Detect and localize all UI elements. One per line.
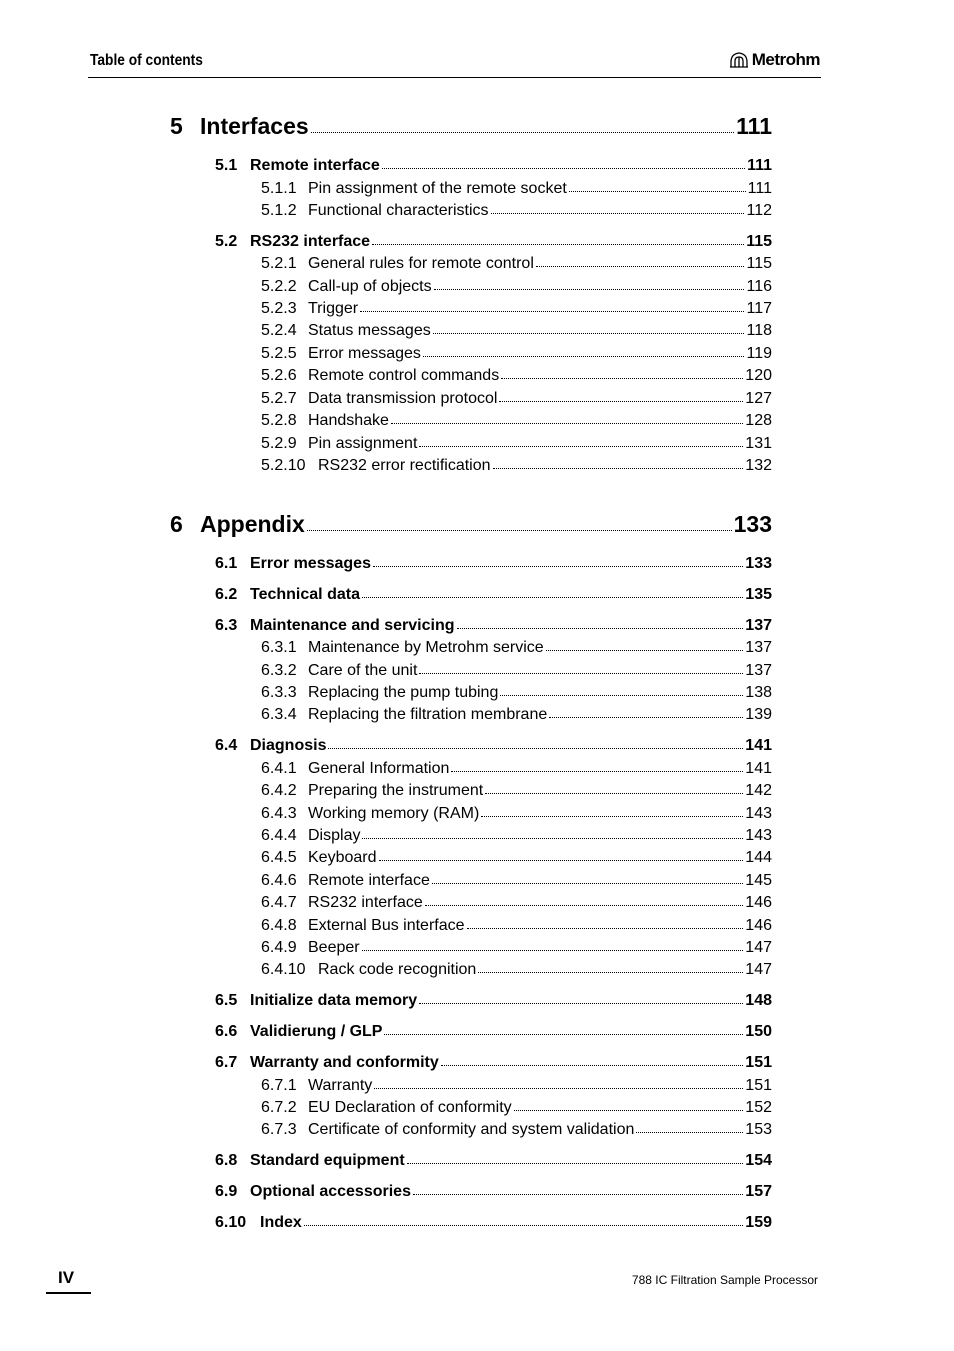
toc-leader-dots: [407, 1163, 744, 1164]
toc-entry-6-4[interactable]: [215, 737, 772, 755]
toc-entry-page: 112: [746, 202, 772, 219]
toc-entry-5-2-6[interactable]: [261, 367, 772, 385]
toc-entry-6-6[interactable]: [215, 1023, 772, 1041]
toc-entry-label: Diagnosis: [250, 737, 327, 754]
toc-entry-5-2-3[interactable]: [261, 300, 772, 318]
toc-entry-number: 6: [170, 511, 183, 537]
toc-entry-label: Remote interface: [308, 872, 430, 889]
toc-entry-6[interactable]: [170, 511, 772, 538]
toc-entry-label: Keyboard: [308, 849, 377, 866]
header-divider: [88, 77, 821, 78]
toc-entry-number: 5.1: [215, 157, 238, 174]
toc-entry-page: 139: [745, 706, 772, 723]
toc-entry-6-10[interactable]: [215, 1214, 772, 1232]
toc-entry-label: Preparing the instrument: [308, 782, 484, 799]
toc-entry-6-3-4[interactable]: [261, 706, 772, 724]
toc-entry-page: 141: [745, 737, 772, 754]
toc-entry-label: Standard equipment: [250, 1152, 405, 1169]
toc-entry-number: 6.3: [215, 617, 238, 634]
toc-entry-page: 111: [747, 180, 772, 197]
toc-entry-page: 151: [745, 1054, 772, 1071]
toc-entry-label: RS232 error rectification: [318, 457, 491, 474]
toc-entry-6-4-1[interactable]: [261, 760, 772, 778]
toc-leader-dots: [413, 1194, 743, 1195]
toc-leader-dots: [311, 132, 734, 133]
toc-entry-page: 128: [745, 412, 772, 429]
toc-leader-dots: [485, 793, 743, 794]
footer-divider: [46, 1292, 91, 1294]
toc-entry-page: 135: [745, 586, 772, 603]
toc-leader-dots: [362, 597, 743, 598]
toc-leader-dots: [478, 972, 743, 973]
toc-entry-page: 115: [746, 255, 772, 272]
toc-entry-label: Initialize data memory: [250, 992, 418, 1009]
toc-entry-page: 145: [745, 872, 772, 889]
toc-entry-number: 6.4.6: [261, 872, 297, 889]
toc-entry-6-4-6[interactable]: [261, 872, 772, 890]
toc-entry-number: 6.9: [215, 1183, 238, 1200]
toc-entry-6-1[interactable]: [215, 555, 772, 573]
toc-entry-number: 5.2.1: [261, 255, 297, 272]
toc-entry-label: RS232 interface: [250, 233, 371, 250]
toc-entry-6-4-9[interactable]: [261, 939, 772, 957]
toc-entry-label: Maintenance by Metrohm service: [308, 639, 544, 656]
toc-leader-dots: [328, 748, 743, 749]
toc-entry-label: External Bus interface: [308, 917, 465, 934]
toc-leader-dots: [514, 1110, 744, 1111]
toc-entry-6-7[interactable]: [215, 1054, 772, 1072]
toc-entry-number: 6.7.1: [261, 1077, 297, 1094]
toc-entry-label: Appendix: [200, 511, 305, 537]
toc-leader-dots: [362, 838, 743, 839]
toc-leader-dots: [425, 905, 744, 906]
toc-entry-number: 6.3.3: [261, 684, 297, 701]
toc-entry-page: 148: [745, 992, 772, 1009]
toc-entry-page: 133: [745, 555, 772, 572]
toc-leader-dots: [636, 1132, 743, 1133]
toc-entry-page: 138: [745, 684, 772, 701]
toc-entry-page: 115: [746, 233, 772, 250]
toc-entry-number: 6.4.4: [261, 827, 297, 844]
toc-leader-dots: [536, 266, 745, 267]
toc-entry-page: 147: [745, 961, 772, 978]
toc-entry-label: Handshake: [308, 412, 389, 429]
toc-entry-label: General rules for remote control: [308, 255, 534, 272]
toc-entry-number: 6.4: [215, 737, 238, 754]
toc-entry-6-7-1[interactable]: [261, 1077, 772, 1095]
toc-entry-6-9[interactable]: [215, 1183, 772, 1201]
toc-entry-page: 137: [745, 662, 772, 679]
toc-leader-dots: [500, 695, 743, 696]
toc-entry-6-4-5[interactable]: [261, 849, 772, 867]
toc-entry-number: 6.10: [215, 1214, 247, 1231]
toc-entry-label: Working memory (RAM): [308, 805, 480, 822]
toc-leader-dots: [423, 356, 745, 357]
toc-entry-page: 137: [745, 617, 772, 634]
toc-entry-page: 152: [745, 1099, 772, 1116]
toc-leader-dots: [384, 1034, 743, 1035]
toc-entry-label: Trigger: [308, 300, 359, 317]
toc-leader-dots: [549, 717, 743, 718]
toc-entry-6-7-2[interactable]: [261, 1099, 772, 1117]
toc-leader-dots: [441, 1065, 744, 1066]
toc-entry-page: 111: [747, 157, 772, 174]
toc-entry-number: 5.2.5: [261, 345, 297, 362]
toc-entry-label: Pin assignment: [308, 435, 418, 452]
toc-entry-page: 154: [745, 1152, 772, 1169]
brand-name: Metrohm: [751, 50, 820, 69]
toc-entry-label: Care of the unit: [308, 662, 418, 679]
toc-entry-6-4-7[interactable]: [261, 894, 772, 912]
toc-leader-dots: [481, 816, 743, 817]
toc-entry-label: Pin assignment of the remote socket: [308, 180, 567, 197]
toc-entry-label: Data transmission protocol: [308, 390, 498, 407]
toc-leader-dots: [391, 423, 743, 424]
toc-entry-number: 5.2.7: [261, 390, 297, 407]
toc-leader-dots: [546, 650, 744, 651]
toc-entry-label: Warranty and conformity: [250, 1054, 439, 1071]
toc-entry-label: RS232 interface: [308, 894, 423, 911]
toc-entry-5-2-7[interactable]: [261, 390, 772, 408]
toc-entry-5-2-8[interactable]: [261, 412, 772, 430]
toc-entry-label: Warranty: [308, 1077, 373, 1094]
toc-entry-number: 6.4.10: [261, 961, 306, 978]
toc-entry-5-2-5[interactable]: [261, 345, 772, 363]
toc-entry-label: Status messages: [308, 322, 431, 339]
toc-leader-dots: [451, 771, 743, 772]
toc-entry-6-4-10[interactable]: [261, 961, 772, 979]
toc-entry-number: 5.2.9: [261, 435, 297, 452]
toc-entry-label: Optional accessories: [250, 1183, 411, 1200]
toc-entry-number: 5.1.1: [261, 180, 297, 197]
toc-entry-6-8[interactable]: [215, 1152, 772, 1170]
toc-entry-number: 5.2.3: [261, 300, 297, 317]
toc-leader-dots: [379, 860, 744, 861]
toc-entry-label: Replacing the filtration membrane: [308, 706, 548, 723]
toc-entry-label: Replacing the pump tubing: [308, 684, 499, 701]
toc-entry-label: Call-up of objects: [308, 278, 432, 295]
toc-leader-dots: [457, 628, 744, 629]
toc-leader-dots: [360, 311, 744, 312]
toc-leader-dots: [307, 530, 732, 531]
toc-entry-number: 5.2.2: [261, 278, 297, 295]
footer-document-title: 788 IC Filtration Sample Processor: [631, 1273, 818, 1287]
toc-leader-dots: [499, 401, 743, 402]
toc-entry-5-1[interactable]: [215, 157, 772, 175]
toc-entry-page: 159: [745, 1214, 772, 1231]
toc-entry-label: Rack code recognition: [318, 961, 477, 978]
toc-entry-number: 6.3.2: [261, 662, 297, 679]
toc-entry-page: 118: [746, 322, 772, 339]
toc-entry-page: 153: [745, 1121, 772, 1138]
toc-entry-label: Error messages: [250, 555, 371, 572]
toc-entry-number: 6.1: [215, 555, 238, 572]
toc-entry-number: 5.2: [215, 233, 238, 250]
toc-leader-dots: [569, 191, 746, 192]
toc-entry-page: 147: [745, 939, 772, 956]
toc-entry-page: 151: [745, 1077, 772, 1094]
toc-leader-dots: [374, 1088, 743, 1089]
toc-entry-number: 5.2.10: [261, 457, 306, 474]
brand-logo: [729, 50, 820, 70]
toc-entry-number: 6.4.5: [261, 849, 297, 866]
toc-entry-number: 5: [170, 113, 183, 139]
toc-entry-page: 116: [746, 278, 772, 295]
toc-entry-6-3-3[interactable]: [261, 684, 772, 702]
toc-entry-page: 157: [745, 1183, 772, 1200]
toc-leader-dots: [493, 468, 744, 469]
toc-entry-label: Validierung / GLP: [250, 1023, 383, 1040]
toc-entry-label: Beeper: [308, 939, 360, 956]
toc-entry-page: 143: [745, 827, 772, 844]
toc-entry-page: 120: [745, 367, 772, 384]
toc-entry-number: 6.4.7: [261, 894, 297, 911]
header-title: Table of contents: [90, 52, 203, 69]
toc-entry-number: 6.4.8: [261, 917, 297, 934]
toc-entry-6-3-2[interactable]: [261, 662, 772, 680]
metrohm-logo-icon: [729, 50, 749, 70]
toc-entry-6-3[interactable]: [215, 617, 772, 635]
toc-entry-number: 6.8: [215, 1152, 238, 1169]
toc-leader-dots: [372, 244, 744, 245]
toc-entry-5-2-4[interactable]: [261, 322, 772, 340]
toc-leader-dots: [434, 289, 745, 290]
toc-entry-5[interactable]: [170, 113, 772, 140]
toc-entry-label: Certificate of conformity and system validation: [308, 1121, 635, 1138]
toc-entry-5-2-9[interactable]: [261, 435, 772, 453]
toc-entry-page: 144: [745, 849, 772, 866]
toc-entry-number: 6.3.1: [261, 639, 297, 656]
toc-entry-number: 6.4.1: [261, 760, 297, 777]
toc-entry-label: Error messages: [308, 345, 421, 362]
toc-entry-page: 117: [746, 300, 772, 317]
toc-entry-5-1-1[interactable]: [261, 180, 772, 198]
toc-entry-page: 146: [745, 917, 772, 934]
toc-entry-number: 6.2: [215, 586, 238, 603]
toc-entry-number: 6.5: [215, 992, 238, 1009]
toc-entry-page: 137: [745, 639, 772, 656]
toc-entry-number: 6.4.9: [261, 939, 297, 956]
toc-leader-dots: [433, 333, 745, 334]
toc-entry-page: 146: [745, 894, 772, 911]
toc-entry-5-2-1[interactable]: [261, 255, 772, 273]
toc-entry-label: Display: [308, 827, 361, 844]
toc-entry-number: 6.4.3: [261, 805, 297, 822]
toc-entry-label: Technical data: [250, 586, 360, 603]
toc-entry-page: 143: [745, 805, 772, 822]
toc-entry-label: Index: [260, 1214, 302, 1231]
toc-entry-6-3-1[interactable]: [261, 639, 772, 657]
toc-entry-number: 5.2.8: [261, 412, 297, 429]
toc-entry-6-5[interactable]: [215, 992, 772, 1010]
toc-entry-number: 5.2.4: [261, 322, 297, 339]
toc-leader-dots: [373, 566, 743, 567]
toc-entry-page: 127: [745, 390, 772, 407]
toc-entry-number: 5.2.6: [261, 367, 297, 384]
toc-entry-number: 6.3.4: [261, 706, 297, 723]
toc-entry-page: 133: [733, 511, 772, 537]
toc-entry-page: 132: [745, 457, 772, 474]
toc-leader-dots: [467, 928, 744, 929]
toc-entry-number: 6.7.2: [261, 1099, 297, 1116]
toc-entry-6-4-8[interactable]: [261, 917, 772, 935]
toc-leader-dots: [362, 950, 744, 951]
toc-entry-number: 5.1.2: [261, 202, 297, 219]
toc-leader-dots: [432, 883, 743, 884]
toc-entry-5-2-2[interactable]: [261, 278, 772, 296]
toc-entry-page: 142: [745, 782, 772, 799]
footer-page-number: IV: [58, 1268, 75, 1287]
toc-entry-5-2[interactable]: [215, 233, 772, 251]
toc-leader-dots: [382, 168, 745, 169]
toc-leader-dots: [419, 1003, 743, 1004]
toc-leader-dots: [501, 378, 743, 379]
toc-entry-page: 111: [736, 113, 772, 139]
toc-entry-6-4-3[interactable]: [261, 805, 772, 823]
toc-entry-label: Remote control commands: [308, 367, 500, 384]
toc-leader-dots: [491, 213, 745, 214]
toc-entry-label: General Information: [308, 760, 450, 777]
toc-entry-label: Remote interface: [250, 157, 380, 174]
toc-entry-label: EU Declaration of conformity: [308, 1099, 512, 1116]
toc-entry-page: 131: [745, 435, 772, 452]
toc-entry-number: 6.7: [215, 1054, 238, 1071]
toc-leader-dots: [419, 446, 743, 447]
toc-entry-page: 141: [745, 760, 772, 777]
toc-entry-number: 6.6: [215, 1023, 238, 1040]
toc-entry-label: Functional characteristics: [308, 202, 489, 219]
toc-entry-6-4-4[interactable]: [261, 827, 772, 845]
toc-entry-number: 6.7.3: [261, 1121, 297, 1138]
toc-leader-dots: [419, 673, 743, 674]
toc-entry-6-2[interactable]: [215, 586, 772, 604]
toc-entry-page: 150: [745, 1023, 772, 1040]
toc-entry-5-1-2[interactable]: [261, 202, 772, 220]
toc-entry-label: Interfaces: [200, 113, 309, 139]
toc-leader-dots: [304, 1225, 744, 1226]
toc-entry-6-4-2[interactable]: [261, 782, 772, 800]
toc-entry-5-2-10[interactable]: [261, 457, 772, 475]
toc-entry-label: Maintenance and servicing: [250, 617, 455, 634]
toc-entry-number: 6.4.2: [261, 782, 297, 799]
toc-entry-6-7-3[interactable]: [261, 1121, 772, 1139]
toc-entry-page: 119: [746, 345, 772, 362]
